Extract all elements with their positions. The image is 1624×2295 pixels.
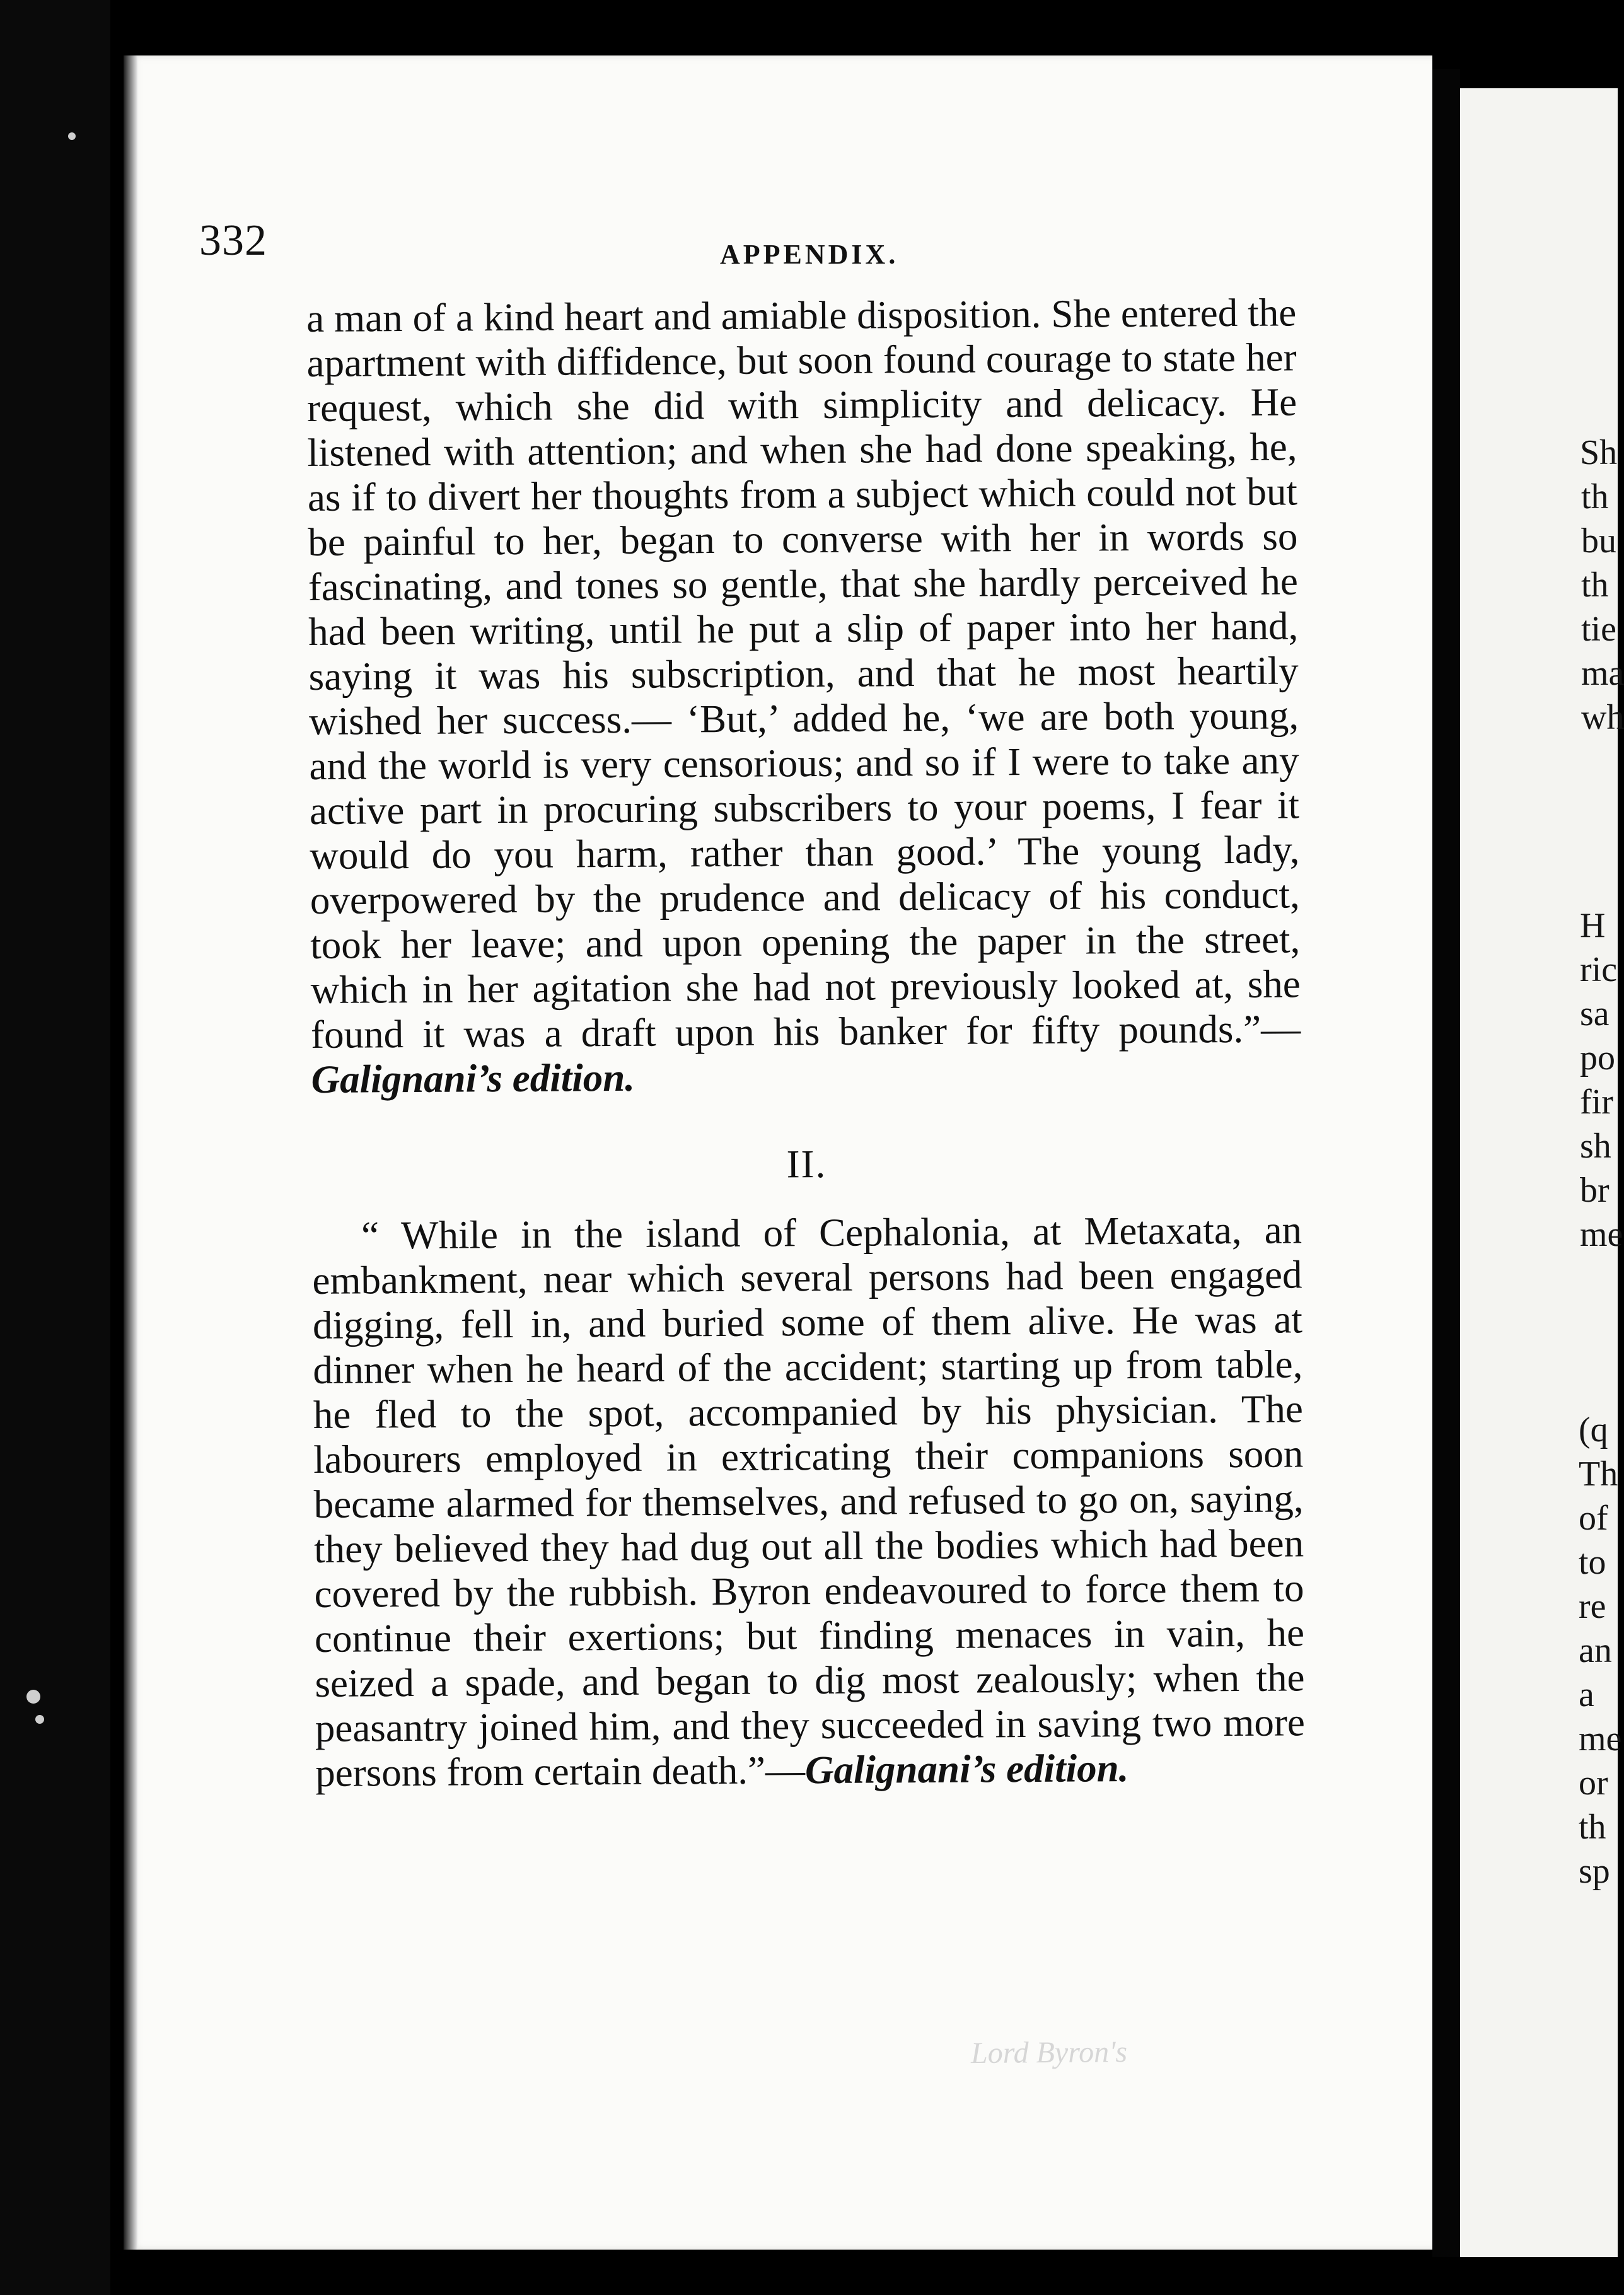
facing-page-fragment: an — [1579, 1631, 1612, 1670]
facing-page-fragment: to — [1579, 1543, 1606, 1582]
facing-page-fragment: bu — [1581, 521, 1616, 561]
paragraph-1 — [306, 290, 1301, 1102]
facing-page-fragment: me — [1579, 1719, 1622, 1758]
facing-page-fragment: sa — [1580, 994, 1610, 1033]
facing-page-fragment: tie — [1581, 610, 1616, 649]
facing-page-fragment: H — [1580, 906, 1606, 945]
facing-page-fragment: (q — [1579, 1410, 1608, 1450]
paragraph-1-text: a man of a kind heart and amiable disposition. She entered the apartment with diffidence, but soon found courage to state her request, which she did with simplicity and delicacy. He listened with attention; and when she had done speaking, he, as if to divert her thoughts from a subject which could not but be painful to her, began to converse with her in words so fascinating, and tones so gentle, that she hardly perceived he had been writing, until he put a slip of paper into her hand, saying it was his subscription, and that he most heartily wished her success.— ‘But,’ added he, ‘we are both young, and the world is very censorious; and so if I were to take any active part in procuring subscribers to your poems, I fear it would do you harm, rather than good.’ The young lady, overpowered by the prudence and delicacy of his conduct, took her leave; and upon opening the paper in the street, which in her agitation she had not previously looked at, she found it was a draft upon his banker for fifty pounds.”— — [306, 290, 1301, 1057]
facing-page-fragment: or — [1579, 1763, 1608, 1803]
facing-page-fragment: wh — [1581, 698, 1624, 737]
facing-page-fragment: sh — [1580, 1127, 1611, 1166]
facing-page-fragment: Th — [1579, 1455, 1618, 1494]
paragraph-2 — [312, 1207, 1306, 1796]
facing-page-fragment: of — [1579, 1499, 1608, 1538]
facing-page-fragment: br — [1580, 1171, 1610, 1210]
facing-page-fragment: th — [1581, 477, 1609, 516]
facing-page-fragment: fir — [1580, 1083, 1613, 1122]
paragraph-2-text: “ While in the island of Cephalonia, at Metaxata, an embankment, near which several persons had been engaged digging, fell in, and buried some of them alive. He was at dinner when he heard of the accident; starting up from table, he fled to the spot, accompanied by his physician. The labourers employed in extricating their companions soon became alarmed for themselves, and refused to go on, saying, they believed they had dug out all the bodies which had been covered by the rubbish. Byron endeavoured to force them to continue their exertions; but finding menaces in vain, he seized a spade, and began to dig most zealously; when the peasantry joined him, and they succeeded in saving two more persons from certain death.”— — [312, 1207, 1306, 1795]
facing-page-fragment: th — [1581, 566, 1609, 605]
paragraph-1-source: Galignani’s edition. — [311, 1055, 635, 1101]
facing-page-sliver — [1460, 88, 1624, 2257]
facing-page-fragment: ric — [1580, 950, 1618, 989]
book-gutter — [1432, 69, 1460, 2257]
page-text-block — [306, 290, 1305, 1796]
facing-page-fragment: ma — [1581, 654, 1624, 693]
facing-page-fragment: po — [1580, 1038, 1615, 1078]
dust-speck — [35, 1715, 44, 1724]
running-head: APPENDIX. — [720, 239, 899, 270]
facing-page-fragment: me — [1580, 1215, 1623, 1254]
facing-page-fragment: a — [1579, 1675, 1594, 1714]
paragraph-2-source: Galignani’s edition. — [804, 1746, 1129, 1792]
facing-page-fragment: th — [1579, 1808, 1606, 1847]
bleed-through-text: Lord Byron's — [970, 2035, 1128, 2071]
facing-page-fragment: Sh — [1580, 433, 1618, 472]
dust-speck — [26, 1690, 40, 1704]
page-number: 332 — [199, 216, 267, 265]
dust-speck — [68, 132, 76, 140]
section-heading: II. — [786, 1141, 827, 1187]
left-margin-strip — [0, 0, 110, 2295]
facing-page-fragment: sp — [1579, 1852, 1610, 1891]
facing-page-fragment: re — [1579, 1587, 1606, 1626]
